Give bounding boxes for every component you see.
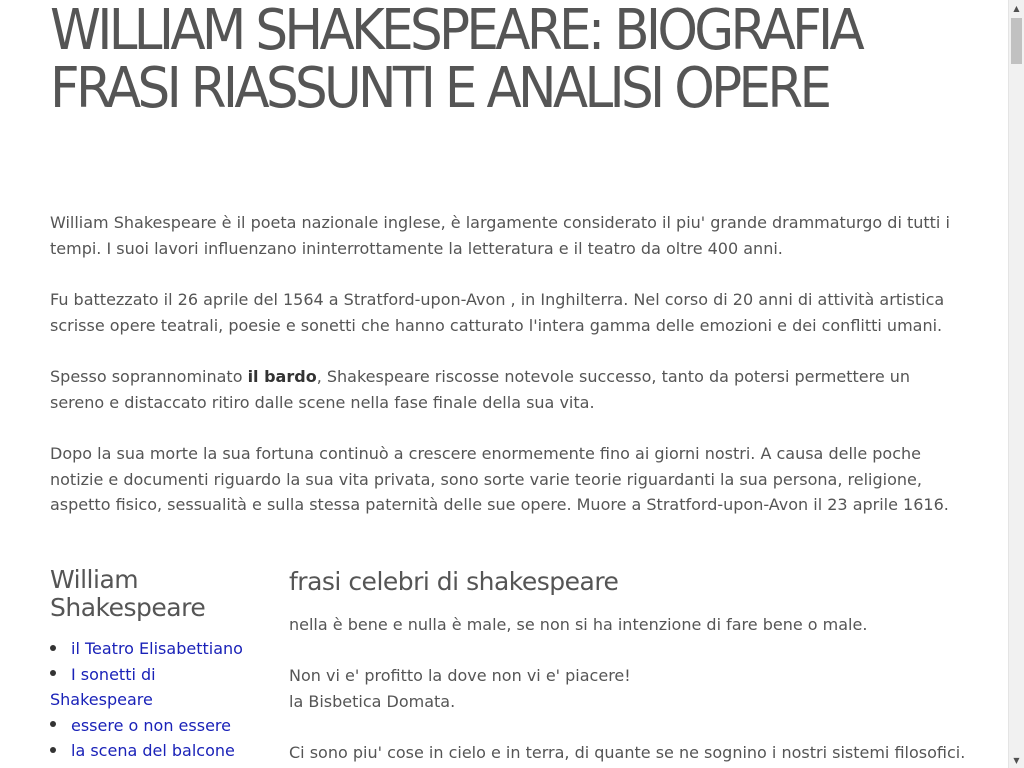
scrollbar-thumb[interactable] (1011, 18, 1022, 64)
bullet-icon (50, 721, 56, 727)
quote-text: nella è bene e nulla è male, se non si ha intenzione di fare bene o male. (289, 615, 868, 634)
intro-paragraph-3-after: , Shakespeare riscosse notevole successo, tanto da potersi permettere un sereno e distaccato ritiro dalle scene nella fase finale della sua vita. (50, 367, 911, 412)
scroll-up-icon[interactable]: ▲ (1013, 3, 1020, 13)
quote-text: Ci sono piu' cose in cielo e in terra, di quante se ne sognino i nostri sistemi filosofici. (289, 742, 966, 762)
bullet-icon (50, 670, 56, 676)
list-item (50, 713, 260, 739)
intro-paragraph-1: William Shakespeare è il poeta nazionale inglese, è largamente considerato il piu' grande drammaturgo di tutti i tempi. I suoi lavori influenzano ininterrottamente la letteratura e il teatro da oltre 400 anni. (50, 213, 950, 258)
intro-paragraph-3 (50, 364, 960, 415)
quotes-list (289, 612, 989, 765)
quote-source: la Bisbetica Domata. (289, 691, 456, 711)
scroll-down-icon[interactable]: ▼ (1013, 755, 1020, 765)
intro-paragraph-4: Dopo la sua morte la sua fortuna continuò a crescere enormemente fino ai giorni nostri. A causa delle poche notizie e documenti riguardo la sua vita privata, sono sorte varie teorie riguardanti la sua persona, religione, aspetto fisico, sessualità e sulla stessa paternità delle sue opere. Muore a Stratford-upon-Avon il 23 aprile 1616. (50, 444, 949, 514)
list-item (50, 662, 260, 713)
sidebar-link-scena-del-balcone[interactable]: la scena del balcone (71, 741, 235, 760)
intro-paragraph-3-before: Spesso soprannominato (50, 367, 248, 386)
bullet-icon (50, 747, 56, 753)
intro-paragraph-2: Fu battezzato il 26 aprile del 1564 a Stratford-upon-Avon , in Inghilterra. Nel corso di 20 anni di attività artistica scrisse opere teatrali, poesie e sonetti che hanno catturato l'intera gamma delle emozioni e dei conflitti umani. (50, 290, 945, 335)
sidebar (50, 566, 260, 764)
vertical-scrollbar[interactable] (1008, 0, 1024, 768)
quotes-heading: frasi celebri di shakespeare (289, 567, 619, 596)
quote-text: Non vi e' profitto la dove non vi e' piacere! (289, 666, 631, 685)
intro-text (50, 210, 960, 544)
sidebar-link-teatro-elisabettiano[interactable]: il Teatro Elisabettiano (71, 639, 243, 658)
bullet-icon (50, 645, 56, 651)
sidebar-link-sonetti[interactable]: I sonetti di Shakespeare (50, 664, 156, 709)
quote-item (289, 663, 989, 714)
main-content (289, 566, 989, 768)
quote-item (289, 740, 989, 766)
list-item (50, 738, 260, 764)
sidebar-link-essere-o-non-essere[interactable]: essere o non essere (71, 715, 231, 735)
bard-nickname: il bardo (247, 367, 317, 386)
sidebar-link-list (50, 636, 260, 764)
list-item (50, 636, 260, 662)
page-title: WILLIAM SHAKESPEARE: BIOGRAFIA FRASI RIASSUNTI E ANALISI OPERE (50, 0, 862, 121)
sidebar-heading: William Shakespeare (50, 565, 206, 622)
quote-item (289, 612, 989, 638)
